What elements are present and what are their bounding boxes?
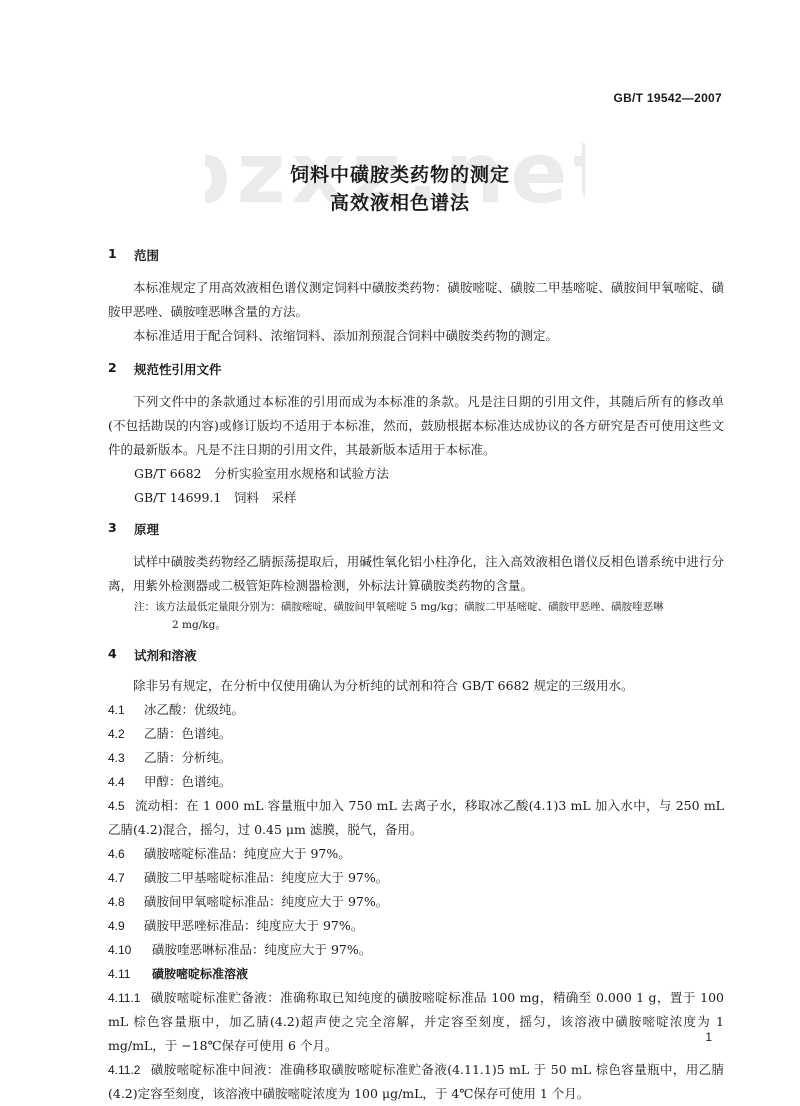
clause-number: 4.11.1 xyxy=(108,991,141,1005)
normative-reference: GB/T 6682 分析实验室用水规格和试验方法 xyxy=(134,466,390,481)
clause-text: 磺胺嘧啶标准溶液 xyxy=(152,967,249,981)
section-heading-3 xyxy=(108,520,724,538)
section-title: 范围 xyxy=(134,248,160,263)
clause-number: 4.4 xyxy=(108,775,125,789)
clause-text: 乙腈：分析纯。 xyxy=(144,750,232,765)
section-number: 3 xyxy=(108,520,117,535)
clause xyxy=(108,722,724,746)
clause-number: 4.3 xyxy=(108,751,125,765)
clause-number: 4.8 xyxy=(108,895,125,909)
clause xyxy=(108,938,724,962)
clause xyxy=(108,698,724,722)
clause-text: 磺胺喹恶啉标准品：纯度应大于 97%。 xyxy=(152,942,372,957)
clause-text: 冰乙酸：优级纯。 xyxy=(144,702,245,717)
clause-number: 4.5 xyxy=(108,799,125,813)
clause-text: 乙腈：色谱纯。 xyxy=(144,726,232,741)
clause-text: 流动相：在 1 000 mL 容量瓶中加入 750 mL 去离子水，移取冰乙酸(4.1)3 mL 加入水中，与 250 mL 乙腈(4.2)混合，摇匀，过 0.45 μm 滤膜，脱气，备用。 xyxy=(108,798,724,837)
section-heading-4 xyxy=(108,646,724,664)
clause xyxy=(108,842,724,866)
clause-text: 磺胺间甲氧嘧啶标准品：纯度应大于 97%。 xyxy=(144,894,389,909)
section-title: 试剂和溶液 xyxy=(134,648,197,663)
standard-code: GB/T 19542—2007 xyxy=(613,91,722,105)
normative-reference: GB/T 14699.1 饲料 采样 xyxy=(134,490,297,505)
document-title: 饲料中磺胺类药物的测定 xyxy=(289,164,510,186)
clause-text: 磺胺甲恶唑标准品：纯度应大于 97%。 xyxy=(144,918,364,933)
section-heading-2 xyxy=(108,360,724,378)
clause-number: 4.10 xyxy=(108,943,132,957)
paragraph: 试样中磺胺类药物经乙腈振荡提取后，用碱性氧化铝小柱净化，注入高效液相色谱仪反相色谱系统中进行分离，用紫外检测器或二极管矩阵检测器检测，外标法计算磺胺类药物的含量。 xyxy=(108,554,724,593)
clause-heading xyxy=(108,962,724,986)
note xyxy=(108,598,724,634)
note-line: 注：该方法最低定量限分别为：磺胺嘧啶、磺胺间甲氧嘧啶 5 mg/kg；磺胺二甲基嘧啶、磺胺甲恶唑、磺胺喹恶啉 xyxy=(134,601,664,613)
clause xyxy=(108,794,724,842)
page-number: 1 xyxy=(705,1030,712,1044)
section-number: 4 xyxy=(108,646,117,661)
clause-text: 磺胺嘧啶标准品：纯度应大于 97%。 xyxy=(144,846,351,861)
clause xyxy=(108,986,724,1058)
clause xyxy=(108,746,724,770)
paragraph: 本标准规定了用高效液相色谱仪测定饲料中磺胺类药物：磺胺嘧啶、磺胺二甲基嘧啶、磺胺间甲氧嘧啶、磺胺甲恶唑、磺胺喹恶啉含量的方法。 xyxy=(108,280,724,319)
paragraph: 除非另有规定，在分析中仅使用确认为分析纯的试剂和符合 GB/T 6682 规定的三级用水。 xyxy=(133,678,634,693)
document-body xyxy=(108,246,724,1106)
section-title: 原理 xyxy=(134,522,160,537)
document-subtitle: 高效液相色谱法 xyxy=(329,192,470,214)
section-number: 2 xyxy=(108,360,117,375)
clause-number: 4.11 xyxy=(108,967,131,981)
clause xyxy=(108,1058,724,1106)
clause xyxy=(108,866,724,890)
clause xyxy=(108,914,724,938)
clause-number: 4.7 xyxy=(108,871,125,885)
clause xyxy=(108,890,724,914)
section-title: 规范性引用文件 xyxy=(134,362,222,377)
paragraph: 本标准适用于配合饲料、浓缩饲料、添加剂预混合饲料中磺胺类药物的测定。 xyxy=(133,328,559,343)
section-number: 1 xyxy=(108,246,117,261)
section-heading-1 xyxy=(108,246,724,264)
clause xyxy=(108,770,724,794)
clause-number: 4.1 xyxy=(108,703,125,717)
clause-number: 4.6 xyxy=(108,847,125,861)
clause-text: 磺胺二甲基嘧啶标准品：纯度应大于 97%。 xyxy=(144,870,389,885)
clause-text: 甲醇：色谱纯。 xyxy=(144,774,232,789)
clause-number: 4.11.2 xyxy=(108,1063,141,1077)
clause-text: 磺胺嘧啶标准中间液：准确移取磺胺嘧啶标准贮备液(4.11.1)5 mL 于 50 mL 棕色容量瓶中，用乙腈(4.2)定容至刻度，该溶液中磺胺嘧啶浓度为 100 μg/mL，于 4℃保存可使用 1 个月。 xyxy=(108,1062,724,1101)
note-line: 2 mg/kg。 xyxy=(172,619,226,631)
paragraph: 下列文件中的条款通过本标准的引用而成为本标准的条款。凡是注日期的引用文件，其随后所有的修改单(不包括勘误的内容)或修订版均不适用于本标准，然而，鼓励根据本标准达成协议的各方研究是否可使用这些文件的最新版本。凡是不注日期的引用文件，其最新版本适用于本标准。 xyxy=(108,394,724,457)
clause-text: 磺胺嘧啶标准贮备液：准确称取已知纯度的磺胺嘧啶标准品 100 mg，精确至 0.000 1 g，置于 100 mL 棕色容量瓶中，加乙腈(4.2)超声使之完全溶解，并定容至刻度，摇匀，该溶液中磺胺嘧啶浓度为 1 mg/mL，于 −18℃保存可使用 6 个月。 xyxy=(108,990,724,1053)
clause-number: 4.2 xyxy=(108,727,125,741)
svg-text:bzxz.net: zxz.ne xyxy=(236,130,574,220)
clause-number: 4.9 xyxy=(108,919,125,933)
